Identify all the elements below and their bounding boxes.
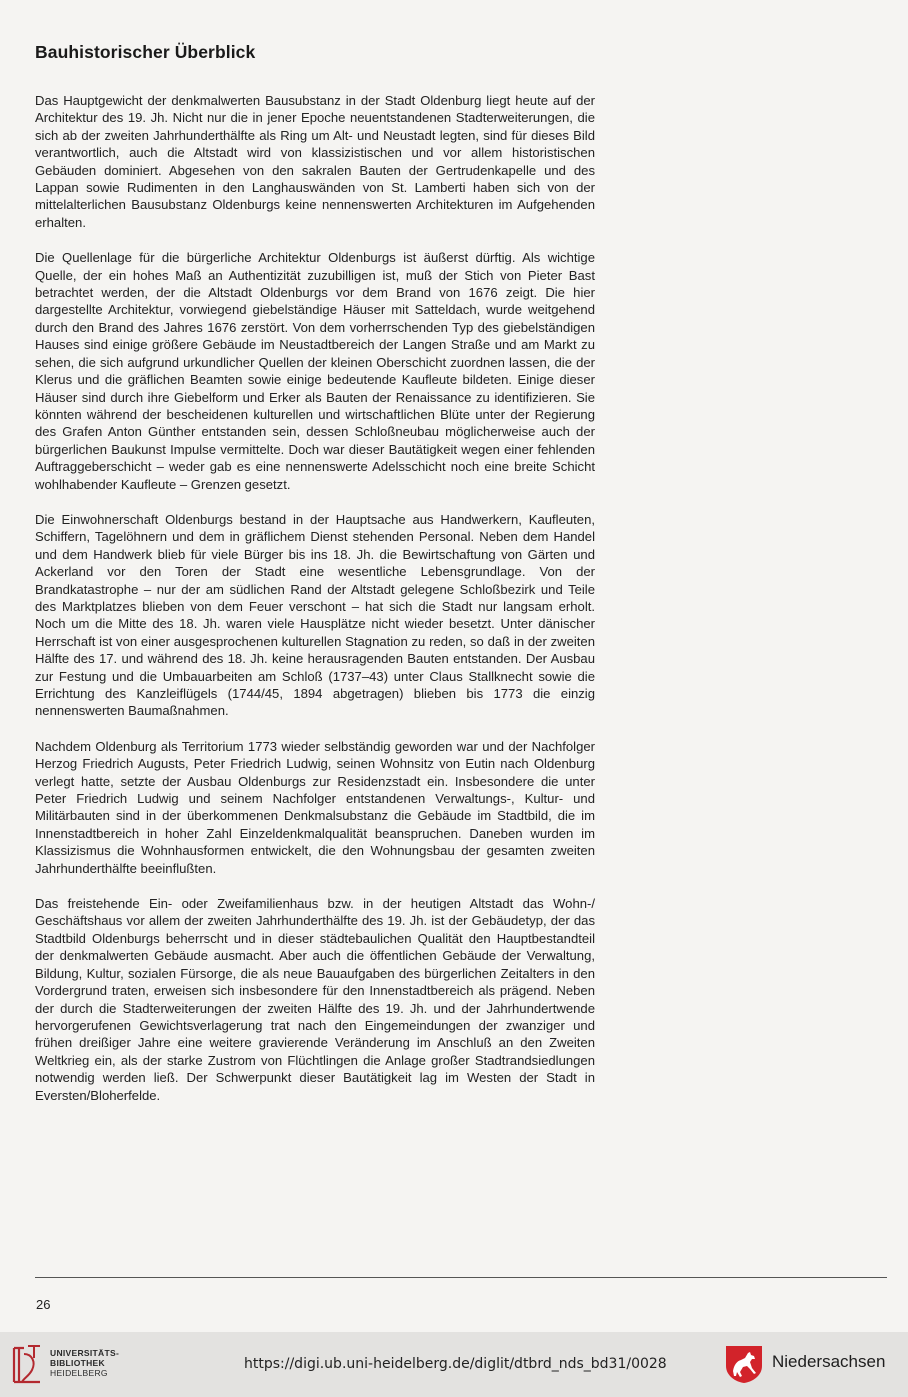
viewer-footer-bar: [0, 1332, 908, 1397]
library-line-1: UNIVERSITÄTS-: [50, 1348, 120, 1358]
ub-heidelberg-mark-icon: [10, 1342, 44, 1386]
paragraph-3: Die Einwohnerschaft Oldenburgs bestand in der Hauptsache aus Handwerkern, Kaufleuten, Schiffern, Tagelöhnern und dem in gräflichem Dienst stehenden Personal. Neben dem Handel und dem Handwerk blieb für viele Bürger bis ins 18. Jh. die Bewirtschaftung von Gärten und Ackerland vor den Toren der Stadt eine wesentliche Lebensgrundlage. Von der Brandkatastrophe – nur der am südlichen Rand der Altstadt gelegene Schloßbezirk und Teile des Marktplatzes blieben von dem Feuer verschont – hat sich die Stadt nur langsam erholt. Noch um die Mitte des 18. Jh. waren viele Hausplätze nicht wieder besetzt. Unter dänischer Herrschaft ist von einer ausgesprochenen kulturellen Stagnation zu reden, so daß in der zweiten Hälfte des 17. und während des 18. Jh. keine herausragenden Bauten entstanden. Der Ausbau zur Festung und die Umbauarbeiten am Schloß (1737–43) unter Claus Stallknecht sowie die Errichtung des Kanzleiflügels (1744/45, 1894 abgetragen) blieben bis 1773 die einzig nennenswerten Baumaßnahmen.: [35, 511, 595, 719]
library-line-2: BIBLIOTHEK: [50, 1358, 105, 1368]
page-title: Bauhistorischer Überblick: [35, 42, 256, 62]
permalink-url[interactable]: https://digi.ub.uni-heidelberg.de/diglit/dtbrd_nds_bd31/0028: [244, 1356, 667, 1372]
university-library-logo[interactable]: [10, 1342, 160, 1386]
paragraph-2: Die Quellenlage für die bürgerliche Architektur Oldenburgs ist äußerst dürftig. Als wichtige Quelle, der ein hohes Maß an Authentizität zuzubilligen ist, muß der Stich von Pieter Bast betrachtet werden, der die Altstadt Oldenburgs vor dem Brand von 1676 zeigt. Die hier dargestellte Architektur, vorwiegend giebelständige Häuser mit Satteldach, wurde weitgehend durch den Brand des Jahres 1676 zerstört. Von dem vorherrschenden Typ des giebelständigen Hauses sind einige größere Gebäude im Neustadtbereich der Langen Straße und am Markt zu sehen, die sich aufgrund urkundlicher Quellen der kleinen Oberschicht zuordnen lassen, die der Klerus und die gräflichen Beamten sowie einige bedeutende Kaufleute bildeten. Einige dieser Häuser sind durch ihre Giebelform und Erker als Bauten der Renaissance zu identifizieren. Sie könnten während der bescheidenen kulturellen und wirtschaftlichen Blüte unter der Regierung des Grafen Anton Günther entstanden sein, dessen Schloßneubau möglicherweise auch der bürgerlichen Baukunst Impulse vermittelte. Doch war dieser Bautätigkeit wegen einer fehlenden Auftraggeberschicht – weder gab es eine nennenswerte Adelsschicht noch eine breite Schicht wohlhabender Kaufleute – Grenzen gesetzt.: [35, 250, 595, 492]
paragraph-4: Nachdem Oldenburg als Territorium 1773 wieder selbständig geworden war und der Nachfolger Herzog Friedrich Augusts, Peter Friedrich Ludwig, seinen Wohnsitz von Eutin nach Oldenburg verlegt hatte, setzte der Ausbau Oldenburgs zur Residenzstadt ein. Insbesondere die unter Peter Friedrich Ludwig und seinem Nachfolger entstandenen Verwaltungs-, Kultur- und Militärbauten sind in der überkommenen Denkmalsubstanz die Gebäude im Stadtbild, die im Innenstadtbereich in hoher Zahl Einzeldenkmalqualität beanspruchen. Daneben wurden im Klassizismus die Wohnhausformen entwickelt, die den Wohnungsbau der gesamten zweiten Jahrhunderthälfte beeinflußten.: [35, 738, 595, 876]
paragraph-1: Das Hauptgewicht der denkmalwerten Bausubstanz in der Stadt Oldenburg liegt heute auf der Architektur des 19. Jh. Nicht nur die in jener Epoche neuentstandenen Stadterweiterungen, die sich ab der zweiten Jahrhunderthälfte als Ring um Alt- und Neustadt legten, sind für dieses Bild verantwortlich, auch die Altstadt wird von klassizistischen und vor allem historistischen Gebäuden dominiert. Abgesehen von den sakralen Bauten der Gertrudenkapelle und des Lappan sowie Rudimenten in den Langhauswänden von St. Lamberti haben sich von der mittelalterlichen Bausubstanz Oldenburgs keine nennenswerten Architekturen im Aufgehenden erhalten.: [35, 93, 595, 230]
body-text: [35, 92, 595, 1122]
niedersachsen-horse-icon[interactable]: [724, 1344, 764, 1384]
paragraph-5: Das freistehende Ein- oder Zweifamilienhaus bzw. in der heutigen Altstadt das Wohn-/ Geschäftshaus vor allem der zweiten Jahrhunderthälfte des 19. Jh. ist der Gebäudetyp, der das Stadtbild Oldenburgs beherrscht und in dieser städtebaulichen Qualität den Hauptbestandteil der denkmalwerten Gebäude ausmacht. Aber auch die öffentlichen Gebäude der Verwaltung, Bildung, Kultur, sozialen Fürsorge, die als neue Bauaufgaben des bürgerlichen Zeitalters in den Vordergrund traten, erweisen sich insbesondere für den Innenstadtbereich als prägend. Neben der durch die Stadterweiterungen der zweiten Hälfte des 19. Jh. und der Jahrhundertwende hervorgerufenen Gewichtsverlagerung trat nach den Eingemeindungen der zwanziger und frühen dreißiger Jahre eine weitere gravierende Veränderung im Anschluß an den Zweiten Weltkrieg ein, als der starke Zustrom von Flüchtlingen die Anlage großer Stadtrandsiedlungen notwendig werden ließ. Der Schwerpunkt dieser Bautätigkeit lag im Westen der Stadt in Eversten/Bloherfelde.: [35, 896, 595, 1103]
library-name: [50, 1348, 119, 1378]
library-line-3: HEIDELBERG: [50, 1368, 108, 1378]
page-number: 26: [36, 1297, 51, 1312]
footer-divider: [35, 1277, 887, 1278]
state-name[interactable]: Niedersachsen: [772, 1352, 886, 1371]
